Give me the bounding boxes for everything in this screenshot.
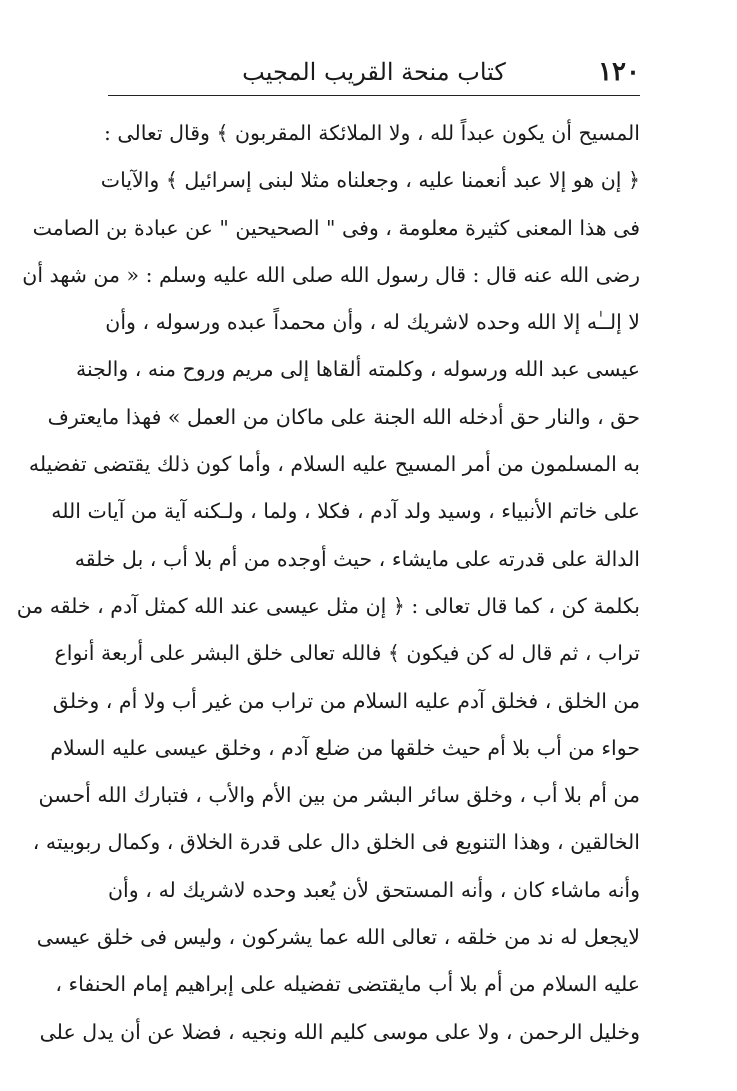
text-line: عليه السلام من أم بلا أب مايقتضى تفضيله على إبراهيم إمام الحنفاء ، xyxy=(55,972,640,997)
text-line: به المسلمون من أمر المسيح عليه السلام ، وأما كون ذلك يقتضى تفضيله xyxy=(28,452,640,477)
running-title: كتاب منحة القريب المجيب xyxy=(242,58,506,86)
text-line: لايجعل له ند من خلقه ، تعالى الله عما يشركون ، وليس فى خلق عيسى xyxy=(36,925,640,950)
text-line: بكلمة كن ، كما قال تعالى : ﴿ إن مثل عيسى عند الله كمثل آدم ، خلقه من xyxy=(16,593,640,618)
header-divider xyxy=(108,95,640,96)
text-line: من أم بلا أب ، وخلق سائر البشر من بين الأم والأب ، فتبارك الله أحسن xyxy=(38,783,640,808)
text-line: على خاتم الأنبياء ، وسيد ولد آدم ، فكلا ، ولما ، ولـكنه آية من آيات الله xyxy=(51,499,640,524)
text-line: من الخلق ، فخلق آدم عليه السلام من تراب من غير أب ولا أم ، وخلق xyxy=(52,688,640,713)
text-line: عيسى عبد الله ورسوله ، وكلمته ألقاها إلى مريم وروح منه ، والجنة xyxy=(75,357,640,382)
page-number: ١٢٠ xyxy=(598,57,640,87)
text-line: المسيح أن يكون عبداً لله ، ولا الملائكة المقربون ﴾ وقال تعالى : xyxy=(103,121,640,145)
text-line: ﴿ إن هو إلا عبد أنعمنا عليه ، وجعلناه مثلا لبنى إسرائيل ﴾ والآيات xyxy=(100,168,640,193)
body-text xyxy=(16,110,640,1056)
text-line: الخالقين ، وهذا التنويع فى الخلق دال على قدرة الخلاق ، وكمال ربوبيته ، xyxy=(32,830,640,855)
text-line: تراب ، ثم قال له كن فيكون ﴾ فالله تعالى خلق البشر على أربعة أنواع xyxy=(54,641,640,666)
text-line: فى هذا المعنى كثيرة معلومة ، وفى " الصحيحين " عن عبادة بن الصامت xyxy=(32,215,640,240)
page-header xyxy=(108,52,640,92)
text-line: لا إلــٰه إلا الله وحده لاشريك له ، وأن محمداً عبده ورسوله ، وأن xyxy=(105,310,640,335)
text-line: حق ، والنار حق أدخله الله الجنة على ماكان من العمل » فهذا مايعترف xyxy=(47,404,640,429)
text-line: رضى الله عنه قال : قال رسول الله صلى الله عليه وسلم : « من شهد أن xyxy=(22,262,640,287)
text-line: وأنه ماشاء كان ، وأنه المستحق لأن يُعبد وحده لاشريك له ، وأن xyxy=(108,877,640,902)
text-line: وخليل الرحمن ، ولا على موسى كليم الله ونجيه ، فضلا عن أن يدل على xyxy=(39,1019,640,1044)
text-line: الدالة على قدرته على مايشاء ، حيث أوجده من أم بلا أب ، بل خلقه xyxy=(74,546,640,571)
text-line: حواء من أب بلا أم حيث خلقها من ضلع آدم ، وخلق عيسى عليه السلام xyxy=(50,735,640,760)
